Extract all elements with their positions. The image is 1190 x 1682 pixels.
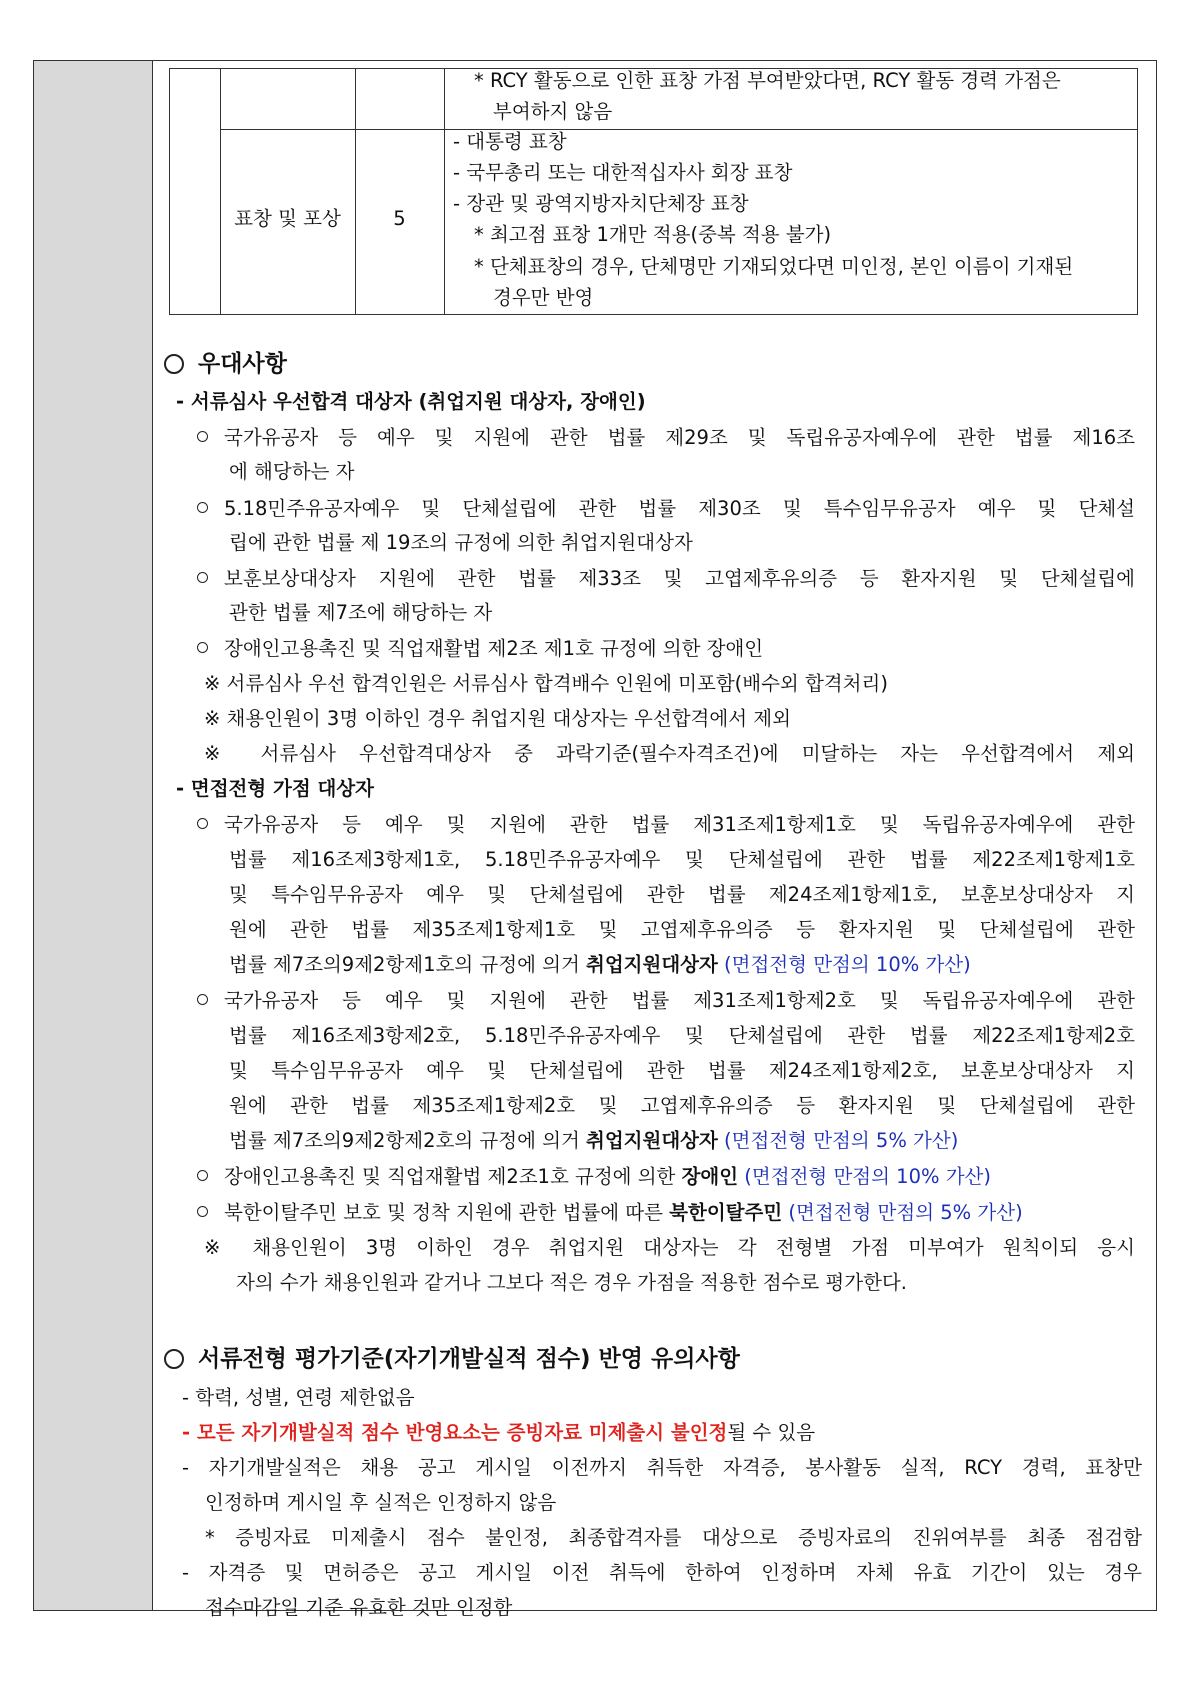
small-circle-bullet-icon — [197, 642, 208, 653]
table-points: 5 — [393, 207, 406, 230]
list-item: - 학력, 성별, 연령 제한없음 — [182, 1386, 415, 1409]
small-circle-bullet-icon — [197, 994, 208, 1005]
circle-bullet-icon — [164, 354, 184, 374]
section-title-document-criteria: 서류전형 평가기준(자기개발실적 점수) 반영 유의사항 — [164, 1342, 740, 1376]
list-item: 장애인고용촉진 및 직업재활법 제2조1호 규정에 의한 장애인 (면접전형 만점의 10% 가산) — [197, 1160, 991, 1194]
list-item: 북한이탈주민 보호 및 정착 지원에 관한 법률에 따른 북한이탈주민 (면접전형 만점의 5% 가산) — [197, 1196, 1023, 1230]
small-circle-bullet-icon — [197, 572, 208, 583]
list-item-cont: 접수마감일 기준 유효한 것만 인정함 — [205, 1596, 513, 1619]
circle-bullet-icon — [164, 1349, 184, 1369]
list-item-cont: 립에 관한 법률 제 19조의 규정에 의한 취업지원대상자 — [229, 531, 693, 554]
list-item-cont: 원에 관한 법률 제35조제1항제2호 및 고엽제후유의증 등 환자지원 및 단체설립에 관한 — [229, 1094, 1135, 1117]
small-circle-bullet-icon — [197, 431, 208, 442]
list-item: - 자기개발실적은 채용 공고 게시일 이전까지 취득한 자격증, 봉사활동 실적, RCY 경력, 표창만 — [182, 1456, 1142, 1479]
table-award-item: - 대통령 표창 — [453, 130, 567, 153]
note: ※ 서류심사 우선 합격인원은 서류심사 합격배수 인원에 미포함(배수외 합격처리) — [204, 672, 888, 695]
list-item: 국가유공자 등 예우 및 지원에 관한 법률 제29조 및 독립유공자예우에 관한 법률 제16조 — [197, 421, 1135, 455]
list-item: - 모든 자기개발실적 점수 반영요소는 증빙자료 미제출시 불인정될 수 있음 — [182, 1421, 816, 1444]
small-circle-bullet-icon — [197, 1170, 208, 1181]
list-item-cont: 및 특수임무유공자 예우 및 단체설립에 관한 법률 제24조제1항제2호, 보훈보상대상자 지 — [229, 1059, 1135, 1082]
list-item-cont: 법률 제16조제3항제2호, 5.18민주유공자예우 및 단체설립에 관한 법률 제22조제1항제2호 — [229, 1024, 1135, 1047]
table-row1-note: * RCY 활동으로 인한 표창 가점 부여받았다면, RCY 활동 경력 가점은 — [474, 69, 1061, 92]
note: * 증빙자료 미제출시 점수 불인정, 최종합격자를 대상으로 증빙자료의 진위여부를 최종 점검함 — [205, 1526, 1142, 1549]
table-award-note: * 최고점 표창 1개만 적용(중복 적용 불가) — [474, 223, 832, 246]
small-circle-bullet-icon — [197, 1206, 208, 1217]
note-cont: 자의 수가 채용인원과 같거나 그보다 적은 경우 가점을 적용한 점수로 평가한다. — [236, 1271, 907, 1294]
table-award-item: - 장관 및 광역지방자치단체장 표창 — [453, 192, 749, 215]
table-award-note-cont: 경우만 반영 — [493, 286, 594, 309]
small-circle-bullet-icon — [197, 502, 208, 513]
section-title-preferences: 우대사항 — [164, 347, 287, 381]
table-row1-note-cont: 부여하지 않음 — [493, 100, 613, 123]
note: ※ 채용인원이 3명 이하인 경우 취업지원 대상자는 우선합격에서 제외 — [204, 707, 791, 730]
list-item: 보훈보상대상자 지원에 관한 법률 제33조 및 고엽제후유의증 등 환자지원 및 단체설립에 — [197, 562, 1135, 596]
list-item-cont: 원에 관한 법률 제35조제1항제1호 및 고엽제후유의증 등 환자지원 및 단체설립에 관한 — [229, 918, 1135, 941]
list-item-cont: 관한 법률 제7조에 해당하는 자 — [229, 601, 493, 624]
list-item-cont: 에 해당하는 자 — [229, 460, 355, 483]
table-category-awards: 표창 및 포상 — [234, 207, 341, 230]
list-item: - 자격증 및 면허증은 공고 게시일 이전 취득에 한하여 인정하며 자체 유효 기간이 있는 경우 — [182, 1561, 1142, 1584]
list-item: 국가유공자 등 예우 및 지원에 관한 법률 제31조제1항제2호 및 독립유공자예우에 관한 — [197, 984, 1135, 1018]
awards-table — [169, 68, 1138, 315]
table-award-note: * 단체표창의 경우, 단체명만 기재되었다면 미인정, 본인 이름이 기재된 — [474, 255, 1074, 278]
note: ※ 서류심사 우선합격대상자 중 과락기준(필수자격조건)에 미달하는 자는 우선합격에서 제외 — [204, 742, 1135, 765]
list-item-cont: 법률 제16조제3항제1호, 5.18민주유공자예우 및 단체설립에 관한 법률 제22조제1항제1호 — [229, 848, 1135, 871]
subheading-interview-bonus: - 면접전형 가점 대상자 — [176, 777, 374, 800]
list-item-cont: 법률 제7조의9제2항제1호의 규정에 의거 취업지원대상자 (면접전형 만점의 10% 가산) — [229, 953, 971, 976]
list-item: 5.18민주유공자예우 및 단체설립에 관한 법률 제30조 및 특수임무유공자 예우 및 단체설 — [197, 492, 1135, 526]
list-item: 국가유공자 등 예우 및 지원에 관한 법률 제31조제1항제1호 및 독립유공자예우에 관한 — [197, 808, 1135, 842]
list-item: 장애인고용촉진 및 직업재활법 제2조 제1호 규정에 의한 장애인 — [197, 632, 763, 666]
gray-side-column — [34, 61, 153, 1610]
subheading-priority-pass: - 서류심사 우선합격 대상자 (취업지원 대상자, 장애인) — [176, 390, 646, 413]
list-item-cont: 인정하며 게시일 후 실적은 인정하지 않음 — [205, 1491, 557, 1514]
note: ※ 채용인원이 3명 이하인 경우 취업지원 대상자는 각 전형별 가점 미부여가 원칙이되 응시 — [204, 1236, 1135, 1259]
table-award-item: - 국무총리 또는 대한적십자사 회장 표창 — [453, 161, 793, 184]
list-item-cont: 법률 제7조의9제2항제2호의 규정에 의거 취업지원대상자 (면접전형 만점의 5% 가산) — [229, 1129, 959, 1152]
list-item-cont: 및 특수임무유공자 예우 및 단체설립에 관한 법률 제24조제1항제1호, 보훈보상대상자 지 — [229, 883, 1135, 906]
small-circle-bullet-icon — [197, 818, 208, 829]
